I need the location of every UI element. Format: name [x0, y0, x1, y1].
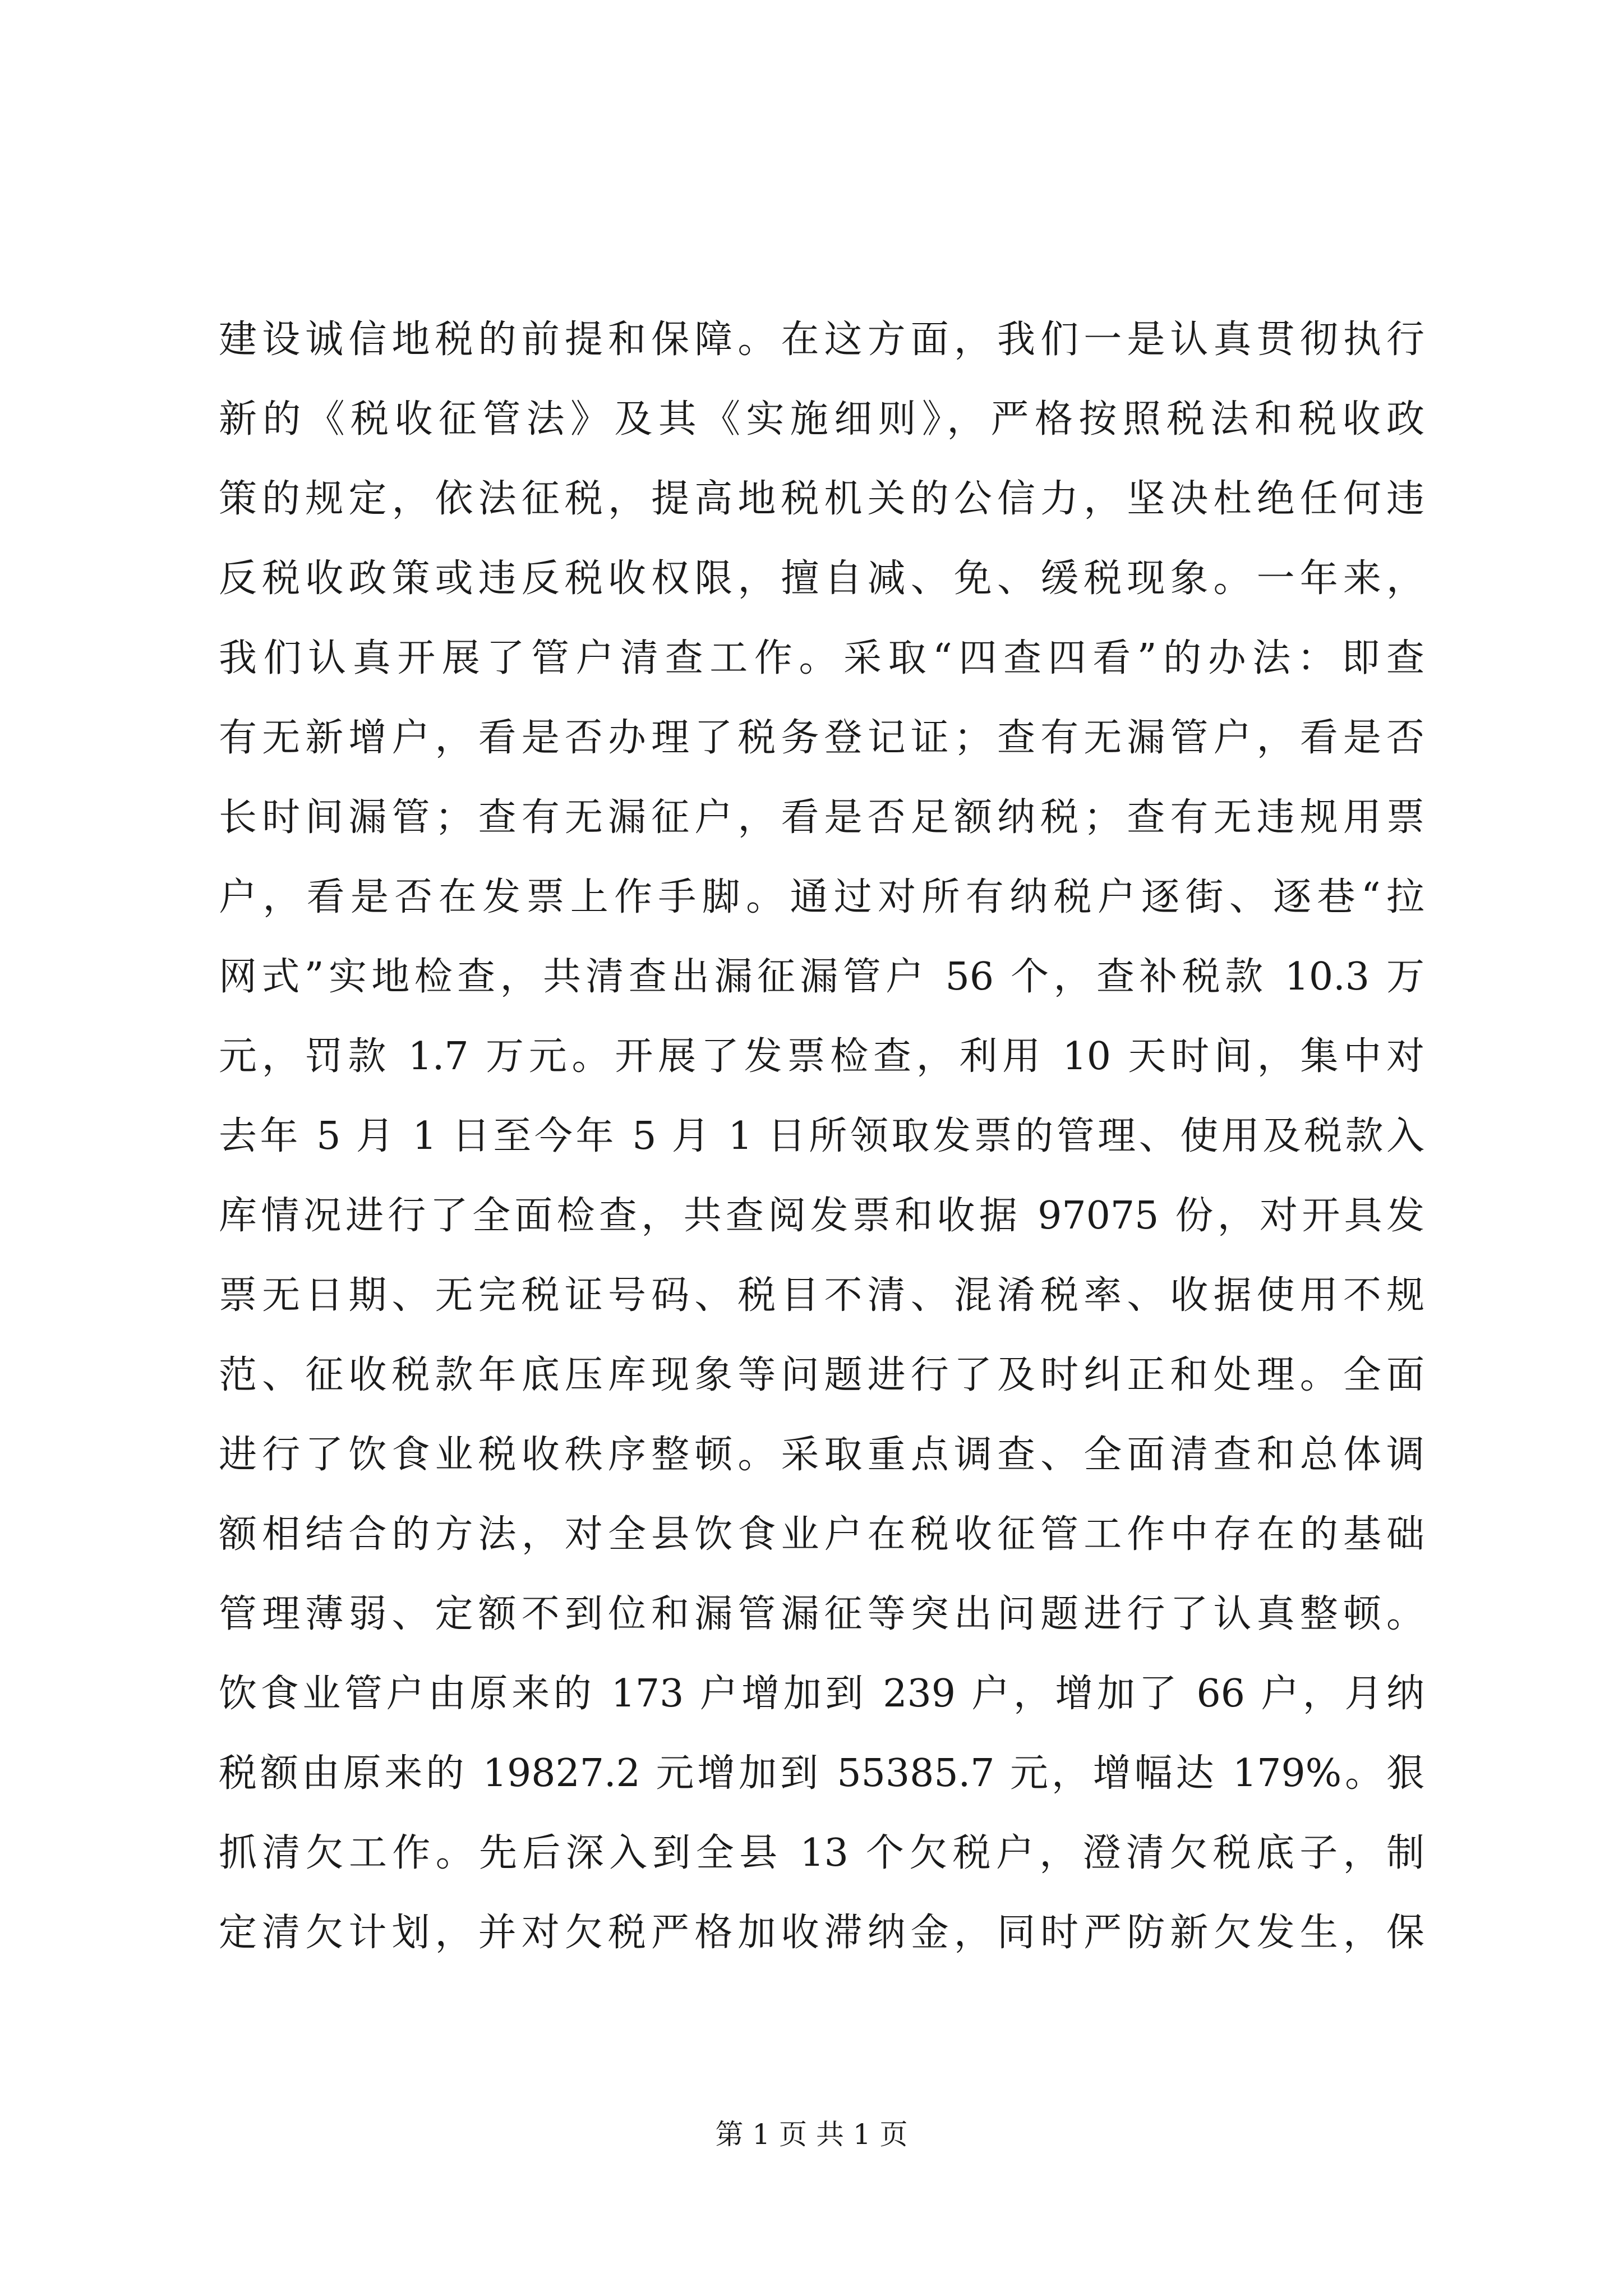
text-line: 我们认真开展了管户清查工作。采取“四查四看”的办法：即查	[219, 636, 1424, 680]
text-line: 有无新增户，看是否办理了税务登记证；查有无漏管户，看是否	[219, 716, 1424, 760]
text-line: 范、征收税款年底压库现象等问题进行了及时纠正和处理。全面	[219, 1353, 1424, 1397]
text-line: 定清欠计划，并对欠税严格加收滞纳金，同时严防新欠发生，保	[219, 1911, 1424, 1955]
body-text	[219, 300, 1424, 1973]
text-line: 额相结合的方法，对全县饮食业户在税收征管工作中存在的基础	[219, 1512, 1424, 1557]
page-number-label: 第 1 页 共 1 页	[715, 2118, 908, 2151]
text-line: 票无日期、无完税证号码、税目不清、混淆税率、收据使用不规	[219, 1273, 1424, 1318]
text-line: 长时间漏管；查有无漏征户，看是否足额纳税；查有无违规用票	[219, 795, 1424, 840]
text-line: 反税收政策或违反税收权限，擅自减、免、缓税现象。一年来，	[219, 556, 1424, 601]
text-line: 户，看是否在发票上作手脚。通过对所有纳税户逐街、逐巷“拉	[219, 875, 1424, 919]
text-line: 建设诚信地税的前提和保障。在这方面，我们一是认真贯彻执行	[219, 318, 1424, 362]
text-line: 元，罚款 1.7 万元。开展了发票检查，利用 10 天时间，集中对	[219, 1034, 1424, 1079]
text-line: 税额由原来的 19827.2 元增加到 55385.7 元，增幅达 179%。狠	[219, 1751, 1424, 1796]
text-line: 管理薄弱、定额不到位和漏管漏征等突出问题进行了认真整顿。	[219, 1592, 1424, 1636]
text-line: 策的规定，依法征税，提高地税机关的公信力，坚决杜绝任何违	[219, 477, 1424, 521]
text-line: 饮食业管户由原来的 173 户增加到 239 户，增加了 66 户，月纳	[219, 1672, 1424, 1716]
text-line: 库情况进行了全面检查，共查阅发票和收据 97075 份，对开具发	[219, 1194, 1424, 1238]
text-line: 网式”实地检查，共清查出漏征漏管户 56 个，查补税款 10.3 万	[219, 955, 1424, 999]
page-footer	[0, 2118, 1623, 2151]
text-line: 抓清欠工作。先后深入到全县 13 个欠税户，澄清欠税底子，制	[219, 1831, 1424, 1875]
text-line: 新的《税收征管法》及其《实施细则》，严格按照税法和税收政	[219, 397, 1424, 441]
text-line: 进行了饮食业税收秩序整顿。采取重点调查、全面清查和总体调	[219, 1433, 1424, 1477]
text-line: 去年 5 月 1 日至今年 5 月 1 日所领取发票的管理、使用及税款入	[219, 1114, 1424, 1158]
